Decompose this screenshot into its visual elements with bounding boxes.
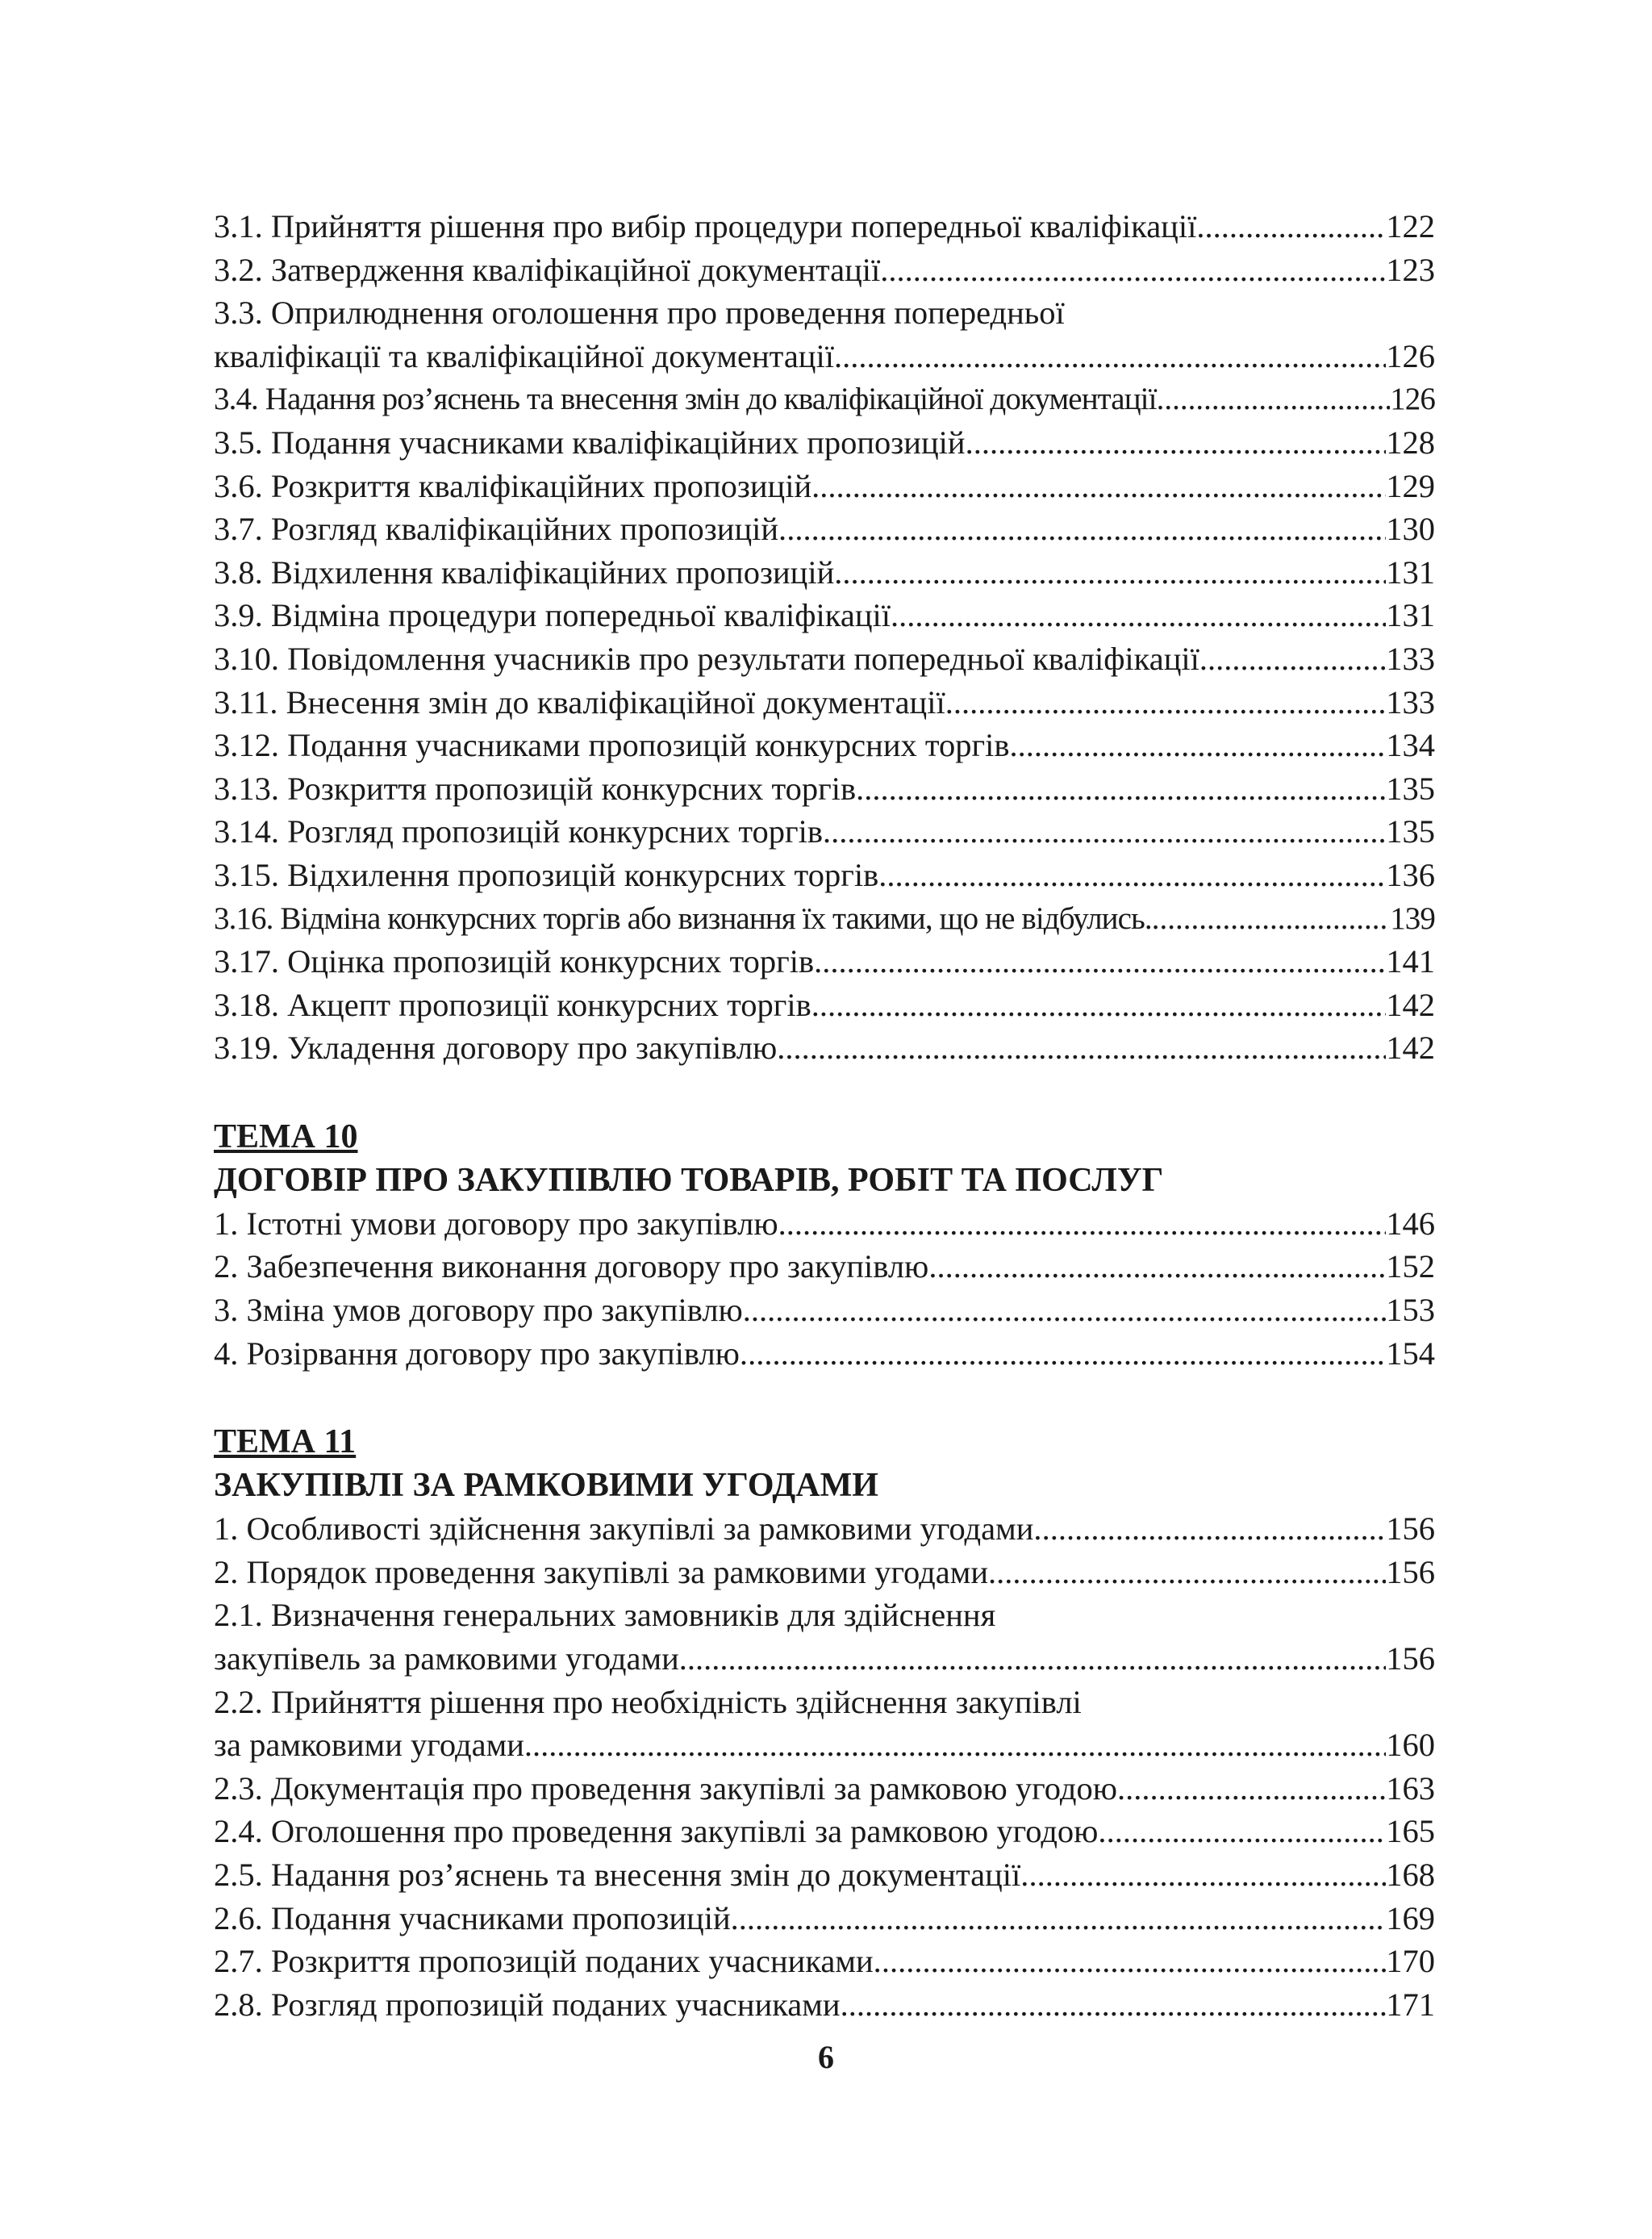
toc-entry-page: 123: [1386, 251, 1435, 288]
toc-entry: [214, 1853, 1435, 1897]
toc-entry: [214, 767, 1435, 811]
toc-leader-dots: [864, 767, 1386, 811]
topic-title: ДОГОВІР ПРО ЗАКУПІВЛЮ ТОВАРІВ, РОБІТ ТА ПОСЛУГ: [214, 1161, 1164, 1199]
toc-entry-title: 3.9. Відміна процедури попередньої кваліфікації.: [214, 597, 899, 634]
toc-entry: [214, 1767, 1435, 1811]
toc-entry-page: 133: [1386, 640, 1435, 677]
topic-title: ЗАКУПІВЛІ ЗА РАМКОВИМИ УГОДАМИ: [214, 1467, 878, 1505]
toc-leader-dots: [524, 1723, 1386, 1767]
toc-entry-title: 3.14. Розгляд пропозицій конкурсних торгів.: [214, 813, 832, 850]
toc-leader-dots: [953, 681, 1386, 725]
toc-leader-dots: [739, 1897, 1386, 1940]
toc-entry-page: 170: [1386, 1943, 1435, 1980]
toc-entry-title: 2.5. Надання роз’яснень та внесення змін до документації.: [214, 1857, 1029, 1893]
toc-entry: [214, 1983, 1435, 2027]
toc-entry: [214, 1202, 1435, 1246]
toc-leader-dots: [1028, 1853, 1386, 1897]
toc-entry-page: 142: [1386, 986, 1435, 1023]
toc-entry: [214, 637, 1435, 681]
toc-entry-page: 133: [1386, 683, 1435, 721]
toc-entry-page: 152: [1386, 1248, 1435, 1285]
toc-entry: [214, 810, 1435, 854]
toc-entry-title: 2. Порядок проведення закупівлі за рамковими угодами.: [214, 1553, 997, 1590]
page-number: 6: [818, 2039, 834, 2075]
toc-leader-dots: [888, 249, 1386, 292]
toc-leader-dots: [1107, 1810, 1387, 1853]
toc-leader-dots: [1204, 205, 1386, 249]
toc-entry-title-first-line: 3.3. Оприлюднення оголошення про проведення попередньої: [214, 294, 1065, 332]
toc-entry-title: 2. Забезпечення виконання договору про закупівлю.: [214, 1248, 937, 1285]
toc-entry: [214, 1637, 1435, 1681]
toc-leader-dots: [820, 465, 1386, 508]
toc-leader-dots: [748, 1332, 1386, 1376]
toc-leader-dots: [966, 421, 1387, 465]
toc-entry-title: 2.8. Розгляд пропозицій поданих учасниками.: [214, 1986, 849, 2023]
toc-entry-title: 2.4. Оголошення про проведення закупівлі за рамковою угодою.: [214, 1813, 1107, 1850]
toc-entry-title-first-line: 2.1. Визначення генеральних замовників для здійснення: [214, 1597, 996, 1634]
toc-entry-page: 160: [1386, 1727, 1435, 1764]
toc-entry-page: 139: [1390, 900, 1435, 936]
toc-entry-page: 135: [1386, 770, 1435, 807]
toc-entry-page: 156: [1386, 1640, 1435, 1677]
toc-entry-title: 3.18. Акцепт пропозиції конкурсних торгів.: [214, 986, 820, 1023]
toc-entry-title: 3.16. Відміна конкурсних торгів або визнання їх такими, що не відбулись.: [214, 900, 1152, 936]
toc-leader-dots: [834, 551, 1386, 595]
toc-entry-page: 129: [1386, 467, 1435, 504]
toc-entry: [214, 897, 1435, 941]
toc-entry: [214, 1332, 1435, 1376]
toc-leader-dots: [1018, 724, 1387, 767]
topic-label: ТЕМА 11: [214, 1423, 357, 1461]
toc-entry: [214, 335, 1435, 378]
toc-entry: [214, 854, 1435, 897]
toc-entry-page: 169: [1386, 1899, 1435, 1936]
toc-entry-title: 2.7. Розкриття пропозицій поданих учасниками.: [214, 1943, 882, 1980]
toc-leader-dots: [679, 1637, 1386, 1681]
toc-entry: [214, 205, 1435, 249]
toc-entry-page: 156: [1386, 1553, 1435, 1590]
toc-entry-page: 131: [1386, 597, 1435, 634]
toc-leader-dots: [882, 1940, 1386, 1983]
toc-entry: [214, 508, 1435, 551]
toc-entry-title: 3.11. Внесення змін до кваліфікаційної документації.: [214, 683, 953, 721]
toc-entry-title: 4. Розірвання договору про закупівлю.: [214, 1335, 749, 1372]
toc-entry: [214, 594, 1435, 637]
toc-entry: [214, 1940, 1435, 1983]
section-spacer: [214, 1070, 1435, 1115]
toc-leader-dots: [831, 810, 1386, 854]
toc-entry-page: 128: [1386, 424, 1435, 461]
toc-entry: [214, 940, 1435, 984]
toc-entry-page: 168: [1386, 1857, 1435, 1893]
toc-leader-dots: [1125, 1767, 1386, 1811]
toc-entry: [214, 465, 1435, 508]
toc-leader-dots: [1152, 897, 1390, 941]
toc-entry-title: 3.15. Відхилення пропозицій конкурсних торгів.: [214, 856, 887, 893]
toc-entry-title: 3.19. Укладення договору про закупівлю: [214, 1030, 778, 1067]
toc-entry: [214, 1289, 1435, 1332]
toc-entry-page: 136: [1386, 856, 1435, 893]
toc-entry-title: 3.5. Подання учасниками кваліфікаційних пропозицій: [214, 424, 966, 461]
toc-entry-page: 126: [1386, 337, 1435, 374]
toc-entry: [214, 1551, 1435, 1594]
toc-entry: [214, 421, 1435, 465]
toc-leader-dots: [886, 854, 1386, 897]
toc-entry: [214, 1245, 1435, 1289]
toc-entry-page: 163: [1386, 1769, 1435, 1807]
toc-entry-title: 3.1. Прийняття рішення про вибір процедури попередньої кваліфікації.: [214, 208, 1205, 244]
toc-entry-title-first-line: 2.2. Прийняття рішення про необхідність здійснення закупівлі: [214, 1683, 1082, 1720]
toc-entry: [214, 551, 1435, 595]
toc-entry-page: 131: [1386, 553, 1435, 591]
section-spacer: [214, 1375, 1435, 1420]
toc-entry: [214, 1026, 1435, 1070]
toc-entry-title: 3.4. Надання роз’яснень та внесення змін до кваліфікаційної документації: [214, 382, 1157, 417]
toc-leader-dots: [849, 1983, 1387, 2027]
toc-leader-dots: [937, 1245, 1386, 1289]
toc-leader-dots: [1157, 378, 1391, 421]
toc-entry: [214, 724, 1435, 767]
toc-entry-page: 134: [1386, 727, 1435, 764]
toc-entry-title: 3. Зміна умов договору про закупівлю.: [214, 1292, 751, 1329]
toc-entry-title: за рамковими угодами: [214, 1727, 524, 1764]
toc-entry: [214, 1897, 1435, 1940]
toc-leader-dots: [899, 594, 1386, 637]
toc-leader-dots: [786, 1202, 1387, 1246]
toc-entry-page: 154: [1386, 1335, 1435, 1372]
toc-entry: [214, 249, 1435, 292]
toc-leader-dots: [1208, 637, 1386, 681]
toc-entry: [214, 984, 1435, 1027]
toc-entry-page: 142: [1386, 1030, 1435, 1067]
toc-entry-title: 2.6. Подання учасниками пропозицій.: [214, 1899, 739, 1936]
toc-entry-title: 3.13. Розкриття пропозицій конкурсних торгів.: [214, 770, 865, 807]
toc-leader-dots: [777, 1026, 1386, 1070]
toc-entry-page: 135: [1386, 813, 1435, 850]
toc-entry-page: 122: [1386, 208, 1435, 244]
toc-entry-title: 3.17. Оцінка пропозицій конкурсних торгів.: [214, 943, 823, 980]
toc-leader-dots: [996, 1551, 1386, 1594]
toc-entry-page: 153: [1386, 1292, 1435, 1329]
toc-entry-page: 156: [1386, 1510, 1435, 1548]
toc-entry-page: 130: [1386, 511, 1435, 548]
toc-entry-title: 3.6. Розкриття кваліфікаційних пропозицій.: [214, 467, 820, 504]
toc-entry-page: 165: [1386, 1813, 1435, 1850]
toc-entry-title: 3.7. Розгляд кваліфікаційних пропозицій.: [214, 511, 787, 548]
toc-entry: [214, 681, 1435, 725]
toc-entry-title: 1. Особливості здійснення закупівлі за рамковими угодами.: [214, 1510, 1042, 1548]
toc-entry-title: 3.2. Затвердження кваліфікаційної документації.: [214, 251, 889, 288]
toc-leader-dots: [1042, 1507, 1387, 1551]
toc-entry-title: кваліфікації та кваліфікаційної документації: [214, 337, 834, 374]
toc-entry-title: 2.3. Документація про проведення закупівлі за рамковою угодою.: [214, 1769, 1126, 1807]
topic-label: ТЕМА 10: [214, 1117, 358, 1155]
toc-leader-dots: [751, 1289, 1386, 1332]
toc-leader-dots: [834, 335, 1386, 378]
toc-leader-dots: [820, 984, 1386, 1027]
toc-entry: [214, 378, 1435, 421]
toc-entry: [214, 1810, 1435, 1853]
toc-leader-dots: [786, 508, 1386, 551]
toc-entry-page: 171: [1386, 1986, 1435, 2023]
toc-entry-title: закупівель за рамковими угодами: [214, 1640, 679, 1677]
toc-entry-page: 146: [1386, 1205, 1435, 1242]
toc-entry-page: 126: [1390, 382, 1435, 417]
toc-entry-title: 3.12. Подання учасниками пропозицій конкурсних торгів.: [214, 727, 1018, 764]
toc-entry-title: 1. Істотні умови договору про закупівлю.: [214, 1205, 786, 1242]
toc-entry: [214, 1723, 1435, 1767]
toc-entry: [214, 1507, 1435, 1551]
toc-leader-dots: [822, 940, 1386, 984]
toc-entry-title: 3.8. Відхилення кваліфікаційних пропозицій: [214, 553, 835, 591]
table-of-contents: [214, 205, 1435, 2026]
toc-entry-page: 141: [1386, 943, 1435, 980]
toc-entry-title: 3.10. Повідомлення учасників про результати попередньої кваліфікації.: [214, 640, 1208, 677]
